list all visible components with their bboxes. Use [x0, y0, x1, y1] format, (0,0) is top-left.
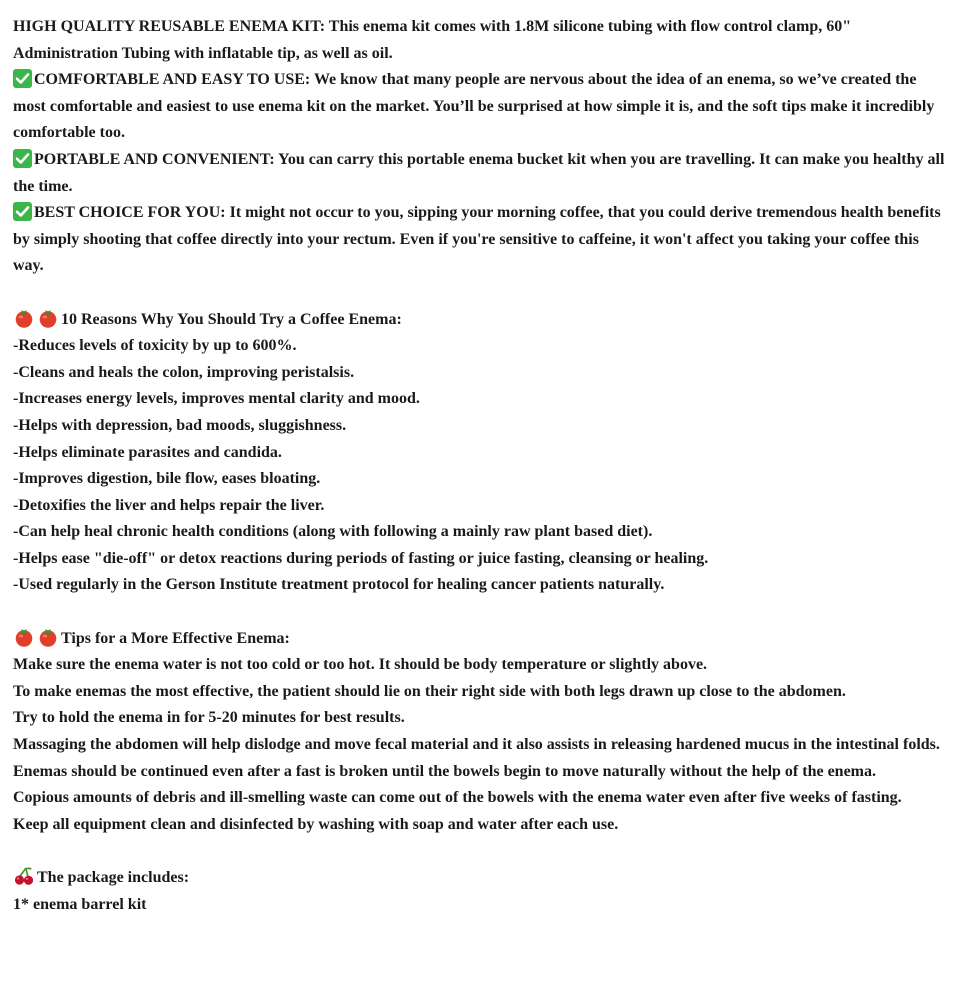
check-mark-icon [13, 202, 32, 221]
tips-heading [13, 626, 950, 653]
reason-item: -Used regularly in the Gerson Institute treatment protocol for healing cancer patients naturally. [13, 576, 665, 594]
tip-item: Massaging the abdomen will help dislodge and move fecal material and it also assists in releasing hardened mucus in the intestinal folds. [13, 736, 940, 754]
package-heading [13, 865, 950, 892]
reason-item: -Can help heal chronic health conditions (along with following a mainly raw plant based diet). [13, 523, 653, 541]
feature-text: COMFORTABLE AND EASY TO USE: We know that many people are nervous about the idea of an enema, so we’ve created the most comfortable and easiest to use enema kit on the market. You’ll be surprised at how simple it is, and the soft tips make it incredibly comfortable too. [13, 71, 935, 142]
reason-item: -Cleans and heals the colon, improving peristalsis. [13, 363, 355, 381]
tip-item: Copious amounts of debris and ill-smelling waste can come out of the bowels with the enema water even after five weeks of fasting. [13, 789, 902, 807]
tip-item: Make sure the enema water is not too cold or too hot. It should be body temperature or slightly above. [13, 656, 708, 674]
reasons-heading [13, 307, 950, 334]
tomato-icon [13, 627, 35, 647]
reasons-section [13, 307, 950, 600]
tomato-icon [37, 308, 59, 328]
spacer [13, 838, 950, 865]
spacer [13, 599, 950, 626]
tip-item: Try to hold the enema in for 5-20 minutes for best results. [13, 709, 405, 727]
feature-text: BEST CHOICE FOR YOU: It might not occur to you, sipping your morning coffee, that you could derive tremendous health benefits by simply shooting that coffee directly into your rectum. Even if you're sensitive to caffeine, it won't affect you taking your coffee this way. [13, 204, 941, 275]
package-item: 1* enema barrel kit [13, 895, 147, 913]
tips-section [13, 626, 950, 839]
reasons-heading-text: 10 Reasons Why You Should Try a Coffee Enema: [61, 310, 402, 328]
cherries-icon [13, 866, 35, 886]
reason-item: -Helps with depression, bad moods, sluggishness. [13, 416, 347, 434]
reason-item: -Detoxifies the liver and helps repair the liver. [13, 496, 325, 514]
spacer [13, 280, 950, 307]
reason-item: -Reduces levels of toxicity by up to 600%. [13, 337, 297, 355]
check-mark-icon [13, 69, 32, 88]
reason-item: -Improves digestion, bile flow, eases bloating. [13, 470, 321, 488]
reason-item: -Helps ease "die-off" or detox reactions during periods of fasting or juice fasting, cleansing or healing. [13, 549, 709, 567]
feature-portable [13, 147, 950, 200]
tips-heading-text: Tips for a More Effective Enema: [61, 629, 290, 647]
tomato-icon [37, 627, 59, 647]
feature-text: PORTABLE AND CONVENIENT: You can carry this portable enema bucket kit when you are travelling. It can make you healthy all the time. [13, 150, 945, 195]
tomato-icon [13, 308, 35, 328]
tip-item: Keep all equipment clean and disinfected by washing with soap and water after each use. [13, 815, 619, 833]
tip-item: Enemas should be continued even after a fast is broken until the bowels begin to move naturally without the help of the enema. [13, 762, 876, 780]
feature-best-choice [13, 200, 950, 280]
package-heading-text: The package includes: [37, 869, 190, 886]
reason-item: -Increases energy levels, improves mental clarity and mood. [13, 390, 420, 408]
package-section [13, 865, 950, 918]
kit-description: HIGH QUALITY REUSABLE ENEMA KIT: This enema kit comes with 1.8M silicone tubing with flow control clamp, 60" Administration Tubing with inflatable tip, as well as oil. [13, 18, 852, 62]
tip-item: To make enemas the most effective, the patient should lie on their right side with both legs drawn up close to the abdomen. [13, 682, 846, 700]
check-mark-icon [13, 149, 32, 168]
feature-comfortable [13, 67, 950, 147]
reason-item: -Helps eliminate parasites and candida. [13, 443, 282, 461]
